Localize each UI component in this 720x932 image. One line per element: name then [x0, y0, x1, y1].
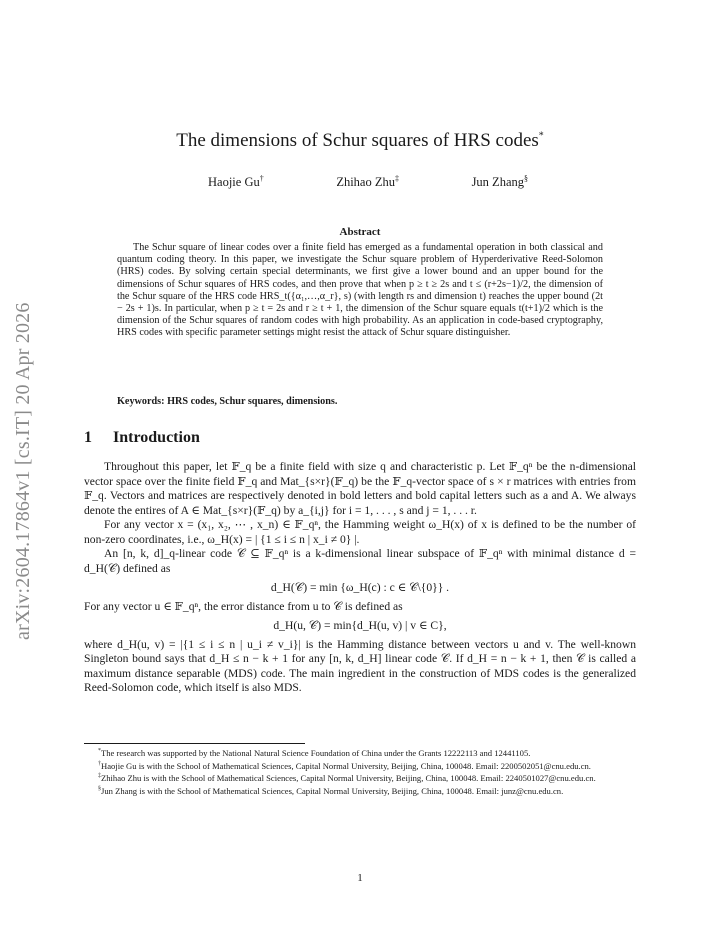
paragraph: Throughout this paper, let 𝔽_q be a finite field with size q and characteristic p. Let 𝔽_qⁿ be the n-dimensional vector space over the finite field 𝔽_q and Mat_{s×r}(𝔽_q) be the 𝔽_q-vector space of s × r matrices with entries from 𝔽_q. Vectors and matrices are respectively denoted in bold letters and bold capital letters such as a and A. We always denote the entires of A ∈ Mat_{s×r}(𝔽_q) by a_{i,j} for i = 1, . . . , s and j = 1, . . . r. [84, 460, 636, 517]
author-name: Jun Zhang [471, 175, 524, 190]
arxiv-stamp: arXiv:2604.17864v1 [cs.IT] 20 Apr 2026 [12, 302, 34, 640]
author [472, 174, 528, 190]
author [336, 174, 399, 190]
page-number: 1 [357, 872, 363, 884]
equation-error-distance: d_H(u, 𝒞) = min{d_H(u, v) | v ∈ C}, [273, 619, 447, 632]
paragraph: For any vector x = (x₁, x₂, ⋯ , x_n) ∈ 𝔽_qⁿ, the Hamming weight ω_H(x) of x is defined to be the number of non-zero coordinates, i.e., ω_H(x) = | {1 ≤ i ≤ n | x_i ≠ 0} |. [84, 518, 636, 546]
paper-title [0, 130, 720, 152]
footnote-text: The research was supported by the National Natural Science Foundation of China under the Grants 12222113 and 12441105. [101, 747, 531, 758]
footnote-mark: ‡ [98, 773, 101, 780]
footnote-rule [84, 743, 305, 744]
paragraph: where d_H(u, v) = |{1 ≤ i ≤ n | u_i ≠ v_i}| is the Hamming distance between vectors u and v. The well-known Singleton bound says that d_H ≤ n − k + 1 for any [n, k, d_H] linear code 𝒞. If d_H = n − k + 1, then 𝒞 is called a maximum distance separable (MDS) code. The main ingredient in the construction of MDS codes is the generalized Reed-Solomon code, which itself is also MDS. [84, 637, 636, 694]
footnote-text: Zhihao Zhu is with the School of Mathematical Sciences, Capital Normal University, Beijing, China, 100048. Email: 2240501027@cnu.edu.cn. [101, 772, 596, 783]
title-text: The dimensions of Schur squares of HRS codes [176, 130, 539, 151]
author [208, 174, 264, 190]
section-title: Introduction [113, 429, 200, 446]
section-heading [84, 429, 200, 447]
equation-min-distance: d_H(𝒞) = min {ω_H(c) : c ∈ 𝒞\{0}} . [270, 581, 450, 594]
abstract-heading: Abstract [339, 226, 381, 238]
body-text [84, 460, 636, 696]
section-number: 1 [84, 429, 92, 446]
footnote [84, 746, 636, 759]
footnote [84, 784, 636, 797]
footnote-text: Jun Zhang is with the School of Mathematical Sciences, Capital Normal University, Beijing, China, 100048. Email: junz@cnu.edu.cn. [101, 785, 564, 796]
keywords: Keywords: HRS codes, Schur squares, dimensions. [117, 396, 338, 407]
author-name: Haojie Gu [208, 175, 260, 190]
footnote-mark: † [98, 760, 101, 767]
footnote [84, 759, 636, 772]
footnote-mark: § [98, 785, 101, 792]
footnote-text: Haojie Gu is with the School of Mathematical Sciences, Capital Normal University, Beijing, China, 100048. Email: 2200502051@cnu.edu.cn. [101, 760, 591, 771]
footnote [84, 771, 636, 784]
author-mark: § [524, 174, 528, 183]
title-footnote-mark: * [538, 130, 544, 142]
footnotes [84, 746, 636, 796]
author-name: Zhihao Zhu [336, 175, 395, 190]
footnote-mark: * [98, 748, 101, 754]
abstract-text: The Schur square of linear codes over a finite field has emerged as a fundamental operation in both classical and quantum coding theory. In this paper, we investigate the Schur square problem of Hyperderivative Reed-Solomon (HRS) codes. By solving certain special determinants, we first give a lower bound and an upper bound for the dimensions of Schur squares of HRS codes, and then prove that when p ≥ t ≥ 2s and t ≤ (r+2s−1)/2, the dimension of the Schur square of the HRS code HRS_t({α₁,…,α_r}, s) (with length rs and dimension t) reaches the upper bound (2t − 2s + 1)s. In particular, when p ≥ t = 2s and r ≥ t + 1, the dimension of the Schur square equals t(t+1)/2 which is the dimension of the Schur squares of random codes with high probability. As an application in code-based cryptography, HRS codes with specific parameter settings might resist the attack of Schur square distinguisher. [117, 242, 603, 339]
author-mark: ‡ [394, 174, 399, 183]
author-list [208, 174, 528, 190]
paragraph: An [n, k, d]_q-linear code 𝒞 ⊆ 𝔽_qⁿ is a k-dimensional linear subspace of 𝔽_qⁿ with minimal distance d = d_H(𝒞) defined as [84, 547, 636, 575]
author-mark: † [259, 174, 264, 183]
paragraph: For any vector u ∈ 𝔽_qⁿ, the error distance from u to 𝒞 is defined as [84, 599, 403, 613]
